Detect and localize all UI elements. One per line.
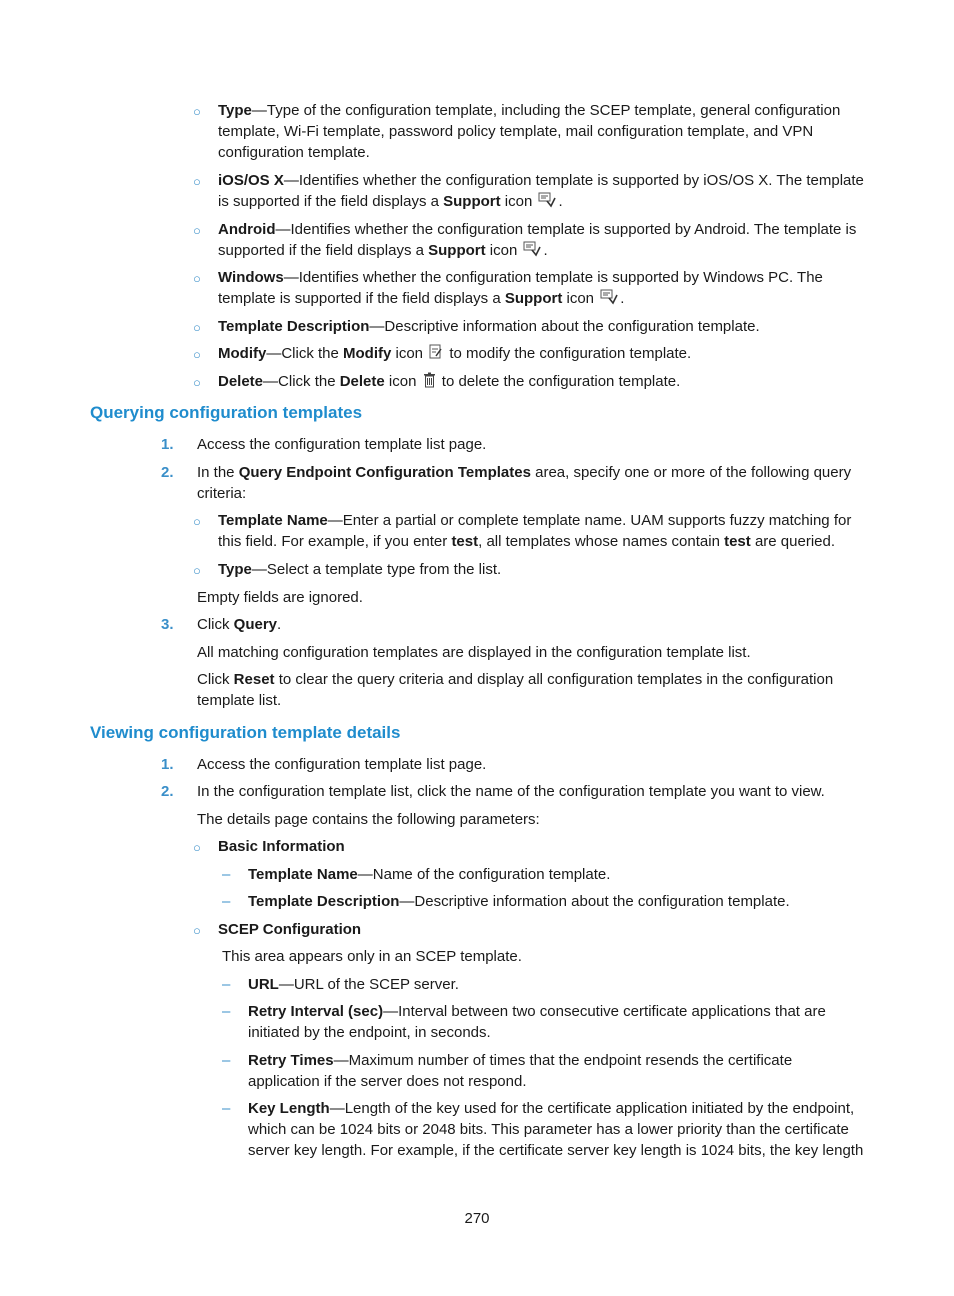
field-modify: Modify—Click the Modify icon to modify the configuration template. bbox=[218, 345, 692, 362]
param-retry-interval: Retry Interval (sec)—Interval between two consecutive certificate applications that are initiated by the endpoint, in seconds. bbox=[248, 1003, 826, 1041]
field-android: Android—Identifies whether the configuration template is supported by Android. The template is supported if the field displays a Support icon . bbox=[218, 221, 857, 259]
bullet: ○ bbox=[193, 347, 201, 362]
bullet: ○ bbox=[193, 174, 201, 189]
step-number: 2. bbox=[161, 464, 174, 481]
param-template-name: Template Name—Name of the configuration template. bbox=[248, 866, 611, 883]
dash: – bbox=[222, 1003, 231, 1020]
field-type: Type—Type of the configuration template, including the SCEP template, general configuration template, Wi-Fi template, password policy template, mail configuration template, and VPN configuration template. bbox=[218, 102, 841, 161]
dash: – bbox=[222, 1100, 231, 1117]
group-basic-information: Basic Information bbox=[218, 838, 345, 855]
step-number: 1. bbox=[161, 756, 174, 773]
support-icon bbox=[600, 289, 618, 305]
dash: – bbox=[222, 1052, 231, 1069]
bullet: ○ bbox=[193, 840, 201, 855]
param-template-description: Template Description—Descriptive information about the configuration template. bbox=[248, 893, 790, 910]
step-text: Access the configuration template list page. bbox=[197, 756, 487, 773]
details-intro: The details page contains the following parameters: bbox=[197, 811, 540, 828]
bullet: ○ bbox=[193, 923, 201, 938]
param-url: URL—URL of the SCEP server. bbox=[248, 976, 459, 993]
support-icon bbox=[523, 241, 541, 257]
step-text: In the Query Endpoint Configuration Templates area, specify one or more of the following query criteria: bbox=[197, 464, 852, 502]
bullet: ○ bbox=[193, 375, 201, 390]
section-heading-viewing: Viewing configuration template details bbox=[90, 723, 401, 742]
bullet: ○ bbox=[193, 223, 201, 238]
support-icon bbox=[538, 192, 556, 208]
field-windows: Windows—Identifies whether the configuration template is supported by Windows PC. The template is supported if the field displays a Support icon . bbox=[218, 269, 823, 307]
result-text: All matching configuration templates are displayed in the configuration template list. bbox=[197, 644, 751, 661]
criterion-template-name: Template Name—Enter a partial or complete template name. UAM supports fuzzy matching for this field. For example, if you enter test, all templates whose names contain test are queried. bbox=[218, 512, 852, 550]
scep-note: This area appears only in an SCEP template. bbox=[222, 948, 522, 965]
step-text: In the configuration template list, click the name of the configuration template you want to view. bbox=[197, 783, 825, 800]
bullet: ○ bbox=[193, 104, 201, 119]
modify-icon bbox=[429, 344, 443, 360]
bullet: ○ bbox=[193, 514, 201, 529]
page-number: 270 bbox=[464, 1210, 490, 1227]
step-number: 3. bbox=[161, 616, 174, 633]
field-template-description: Template Description—Descriptive information about the configuration template. bbox=[218, 318, 760, 335]
note-empty-fields: Empty fields are ignored. bbox=[197, 589, 363, 606]
field-delete: Delete—Click the Delete icon to delete the configuration template. bbox=[218, 373, 681, 390]
dash: – bbox=[222, 976, 231, 993]
field-ios: iOS/OS X—Identifies whether the configuration template is supported by iOS/OS X. The template is supported if the field displays a Support icon . bbox=[218, 172, 864, 210]
dash: – bbox=[222, 893, 231, 910]
step-number: 1. bbox=[161, 436, 174, 453]
step-text: Access the configuration template list page. bbox=[197, 436, 487, 453]
bullet: ○ bbox=[193, 563, 201, 578]
criterion-type: Type—Select a template type from the list. bbox=[218, 561, 502, 578]
param-key-length: Key Length—Length of the key used for the certificate application initiated by the endpoint, which can be 1024 bits or 2048 bits. This parameter has a lower priority than the certificate server key length. For example, if the certificate server key length is 1024 bits, the key length bbox=[248, 1100, 864, 1159]
reset-text: Click Reset to clear the query criteria and display all configuration templates in the configuration template list. bbox=[197, 671, 834, 709]
group-scep-configuration: SCEP Configuration bbox=[218, 921, 362, 938]
step-text: Click Query. bbox=[197, 616, 282, 633]
trash-icon bbox=[423, 372, 436, 388]
bullet: ○ bbox=[193, 320, 201, 335]
param-retry-times: Retry Times—Maximum number of times that the endpoint resends the certificate application if the server does not respond. bbox=[248, 1052, 793, 1090]
dash: – bbox=[222, 866, 231, 883]
step-number: 2. bbox=[161, 783, 174, 800]
section-heading-querying: Querying configuration templates bbox=[90, 403, 363, 422]
bullet: ○ bbox=[193, 271, 201, 286]
